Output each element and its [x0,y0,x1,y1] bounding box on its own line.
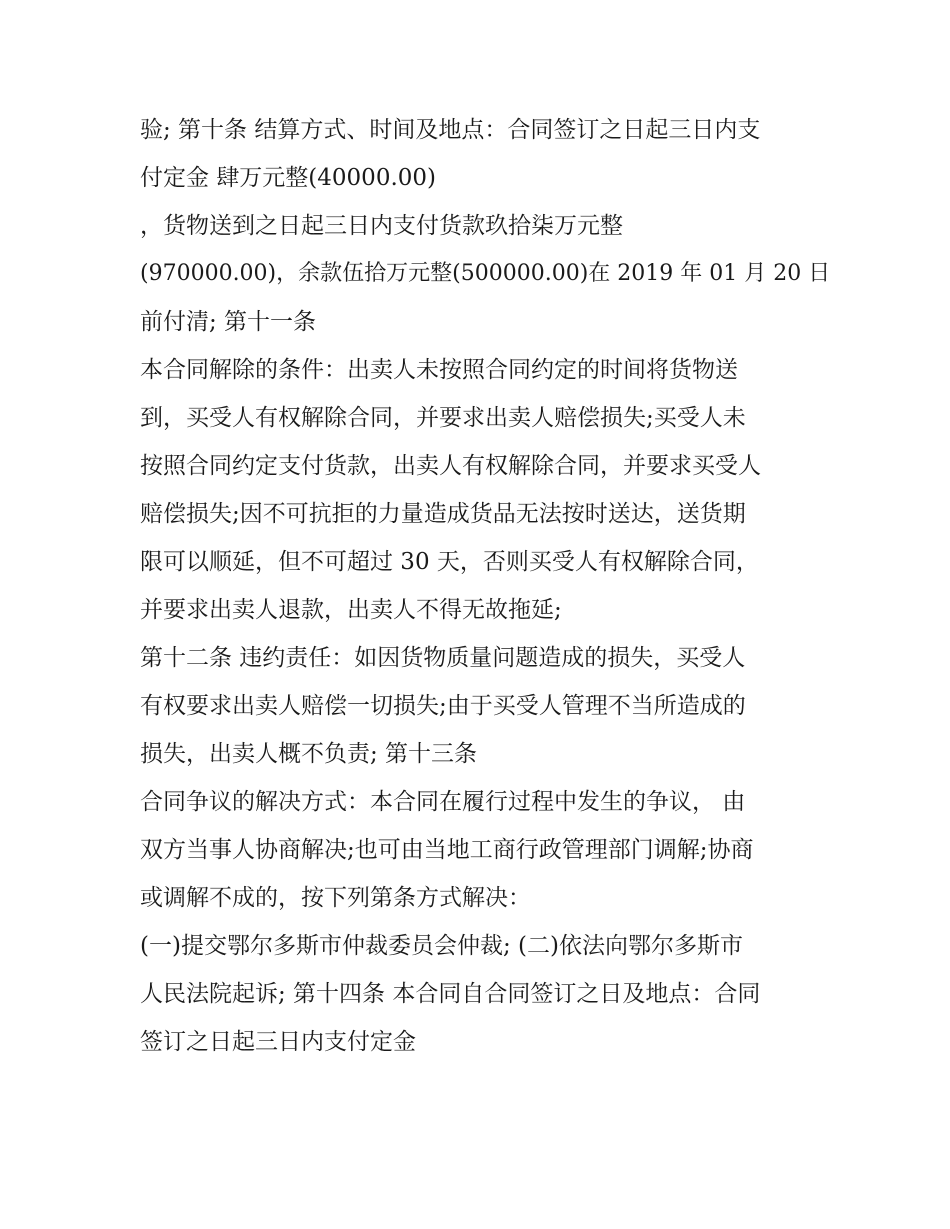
text-line: 签订之日起三日内支付定金 [140,1029,416,1055]
text-line: 验; 第十条 结算方式、时间及地点：合同签订之日起三日内支 [140,117,761,143]
text-line: 限可以顺延，但不可超过 30 天，否则买受人有权解除合同， [140,549,759,575]
text-line: (970000.00)，余款伍拾万元整(500000.00)在 2019 年 01 月 20 日 [140,261,831,286]
text-line: 按照合同约定支付货款，出卖人有权解除合同，并要求买受人 [140,453,761,479]
text-line: 损失，出卖人概不负责; 第十三条 [140,741,478,767]
text-line: 有权要求出卖人赔偿一切损失;由于买受人管理不当所造成的 [140,693,746,719]
text-line: 前付清; 第十一条 [140,309,317,335]
text-line: 并要求出卖人退款，出卖人不得无故拖延; [140,597,562,623]
text-line: 第十二条 违约责任：如因货物质量问题造成的损失，买受人 [140,645,746,671]
text-line: 付定金 肆万元整(40000.00) [140,165,437,191]
contract-text [140,106,830,1066]
text-line: ，货物送到之日起三日内支付货款玖拾柒万元整 [140,213,623,239]
text-line: 赔偿损失;因不可抗拒的力量造成货品无法按时送达，送货期 [140,501,746,527]
text-line: 双方当事人协商解决;也可由当地工商行政管理部门调解;协商 [140,837,754,863]
text-line: 本合同解除的条件：出卖人未按照合同约定的时间将货物送 [140,357,738,383]
text-line: 或调解不成的，按下列第条方式解决： [140,885,531,911]
text-line: (一)提交鄂尔多斯市仲裁委员会仲裁; (二)依法向鄂尔多斯市 [140,933,743,959]
text-line: 人民法院起诉; 第十四条 本合同自合同签订之日及地点：合同 [140,981,761,1007]
text-line: 合同争议的解决方式：本合同在履行过程中发生的争议， 由 [140,789,746,815]
text-line: 到，买受人有权解除合同，并要求出卖人赔偿损失;买受人未 [140,405,746,431]
